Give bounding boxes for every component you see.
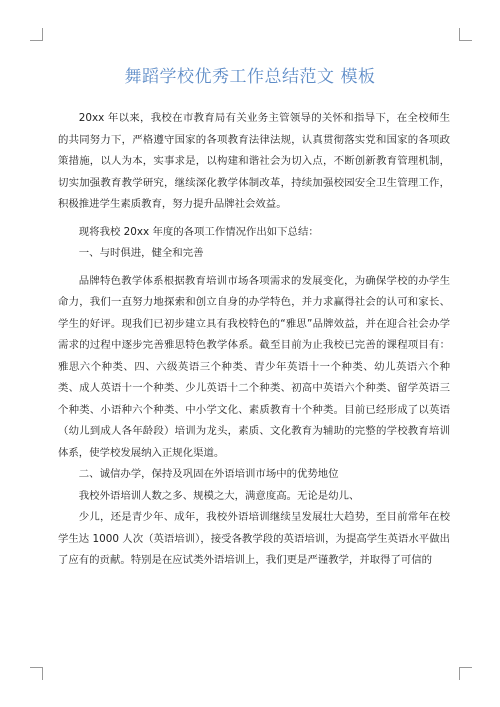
paragraph-section-2a: 我校外语培训人数之多、规模之大，满意度高。无论是幼儿、 [78,489,360,502]
paragraph-intro: 20xx 年以来，我校在市教育局有关业务主管领导的关怀和指导下，在全校师生的共同努力下，严格遵守国家的各项教育法律法规，认真贯彻落实党和国家的各项政策措施，以人为本，实事求是，以构建和谐社会为切入点，不断创新教育管理机制，切实加强教育教学研究，继续深化教学体制改革，持续加强校园安全卫生管理工作，积极推进学生素质教育，努力提升品牌社会效益。 [58,112,450,210]
document-title: 舞蹈学校优秀工作总结范文 模板 [124,67,376,87]
crop-mark-top-left [30,28,43,41]
paragraph-section-2b: 少儿，还是青少年、成年，我校外语培训继续呈发展壮大趋势，至目前常年在校学生达 1000 人次（英语培训），接受各教学段的英语培训，为提高学生英语水平做出了应有的贡献。特别是在应试类外语培训上，我们更是严谨教学，并取得了可信的 [58,511,450,566]
crop-mark-bottom-right [459,667,472,680]
paragraph-section-1: 品牌特色教学体系根据教育培训市场各项需求的发展变化，为确保学校的办学生命力，我们一直努力地探索和创立自身的办学特色，并力求赢得社会的认可和家长、学生的好评。现我们已初步建立具有我校特色的“雅思”品牌效益，并在迎合社会办学需求的过程中逐步完善雅思特色教学体系。截至目前为止我校已完善的课程项目有：雅思六个种类、四、六级英语三个种类、青少年英语十一个种类、幼儿英语六个种类、成人英语十一个种类、少儿英语十二个种类、初高中英语六个种类、留学英语三个种类、小语种六个种类、中小学文化、素质教育十个种类。目前已经形成了以英语（幼儿到成人各年龄段）培训为龙头，素质、文化教育为辅助的完整的学校教育培训体系，使学校发展纳入正规化渠道。 [58,274,450,459]
document-body [58,108,450,572]
crop-mark-top-right [459,28,472,41]
crop-mark-bottom-left [30,667,43,680]
section-heading-1: 一、与时俱进，健全和完善 [78,247,204,259]
section-heading-2: 二、诚信办学，保持及巩固在外语培训市场中的优势地位 [78,468,339,480]
paragraph-summary-lead: 现将我校 20xx 年度的各项工作情况作出如下总结： [78,225,319,238]
